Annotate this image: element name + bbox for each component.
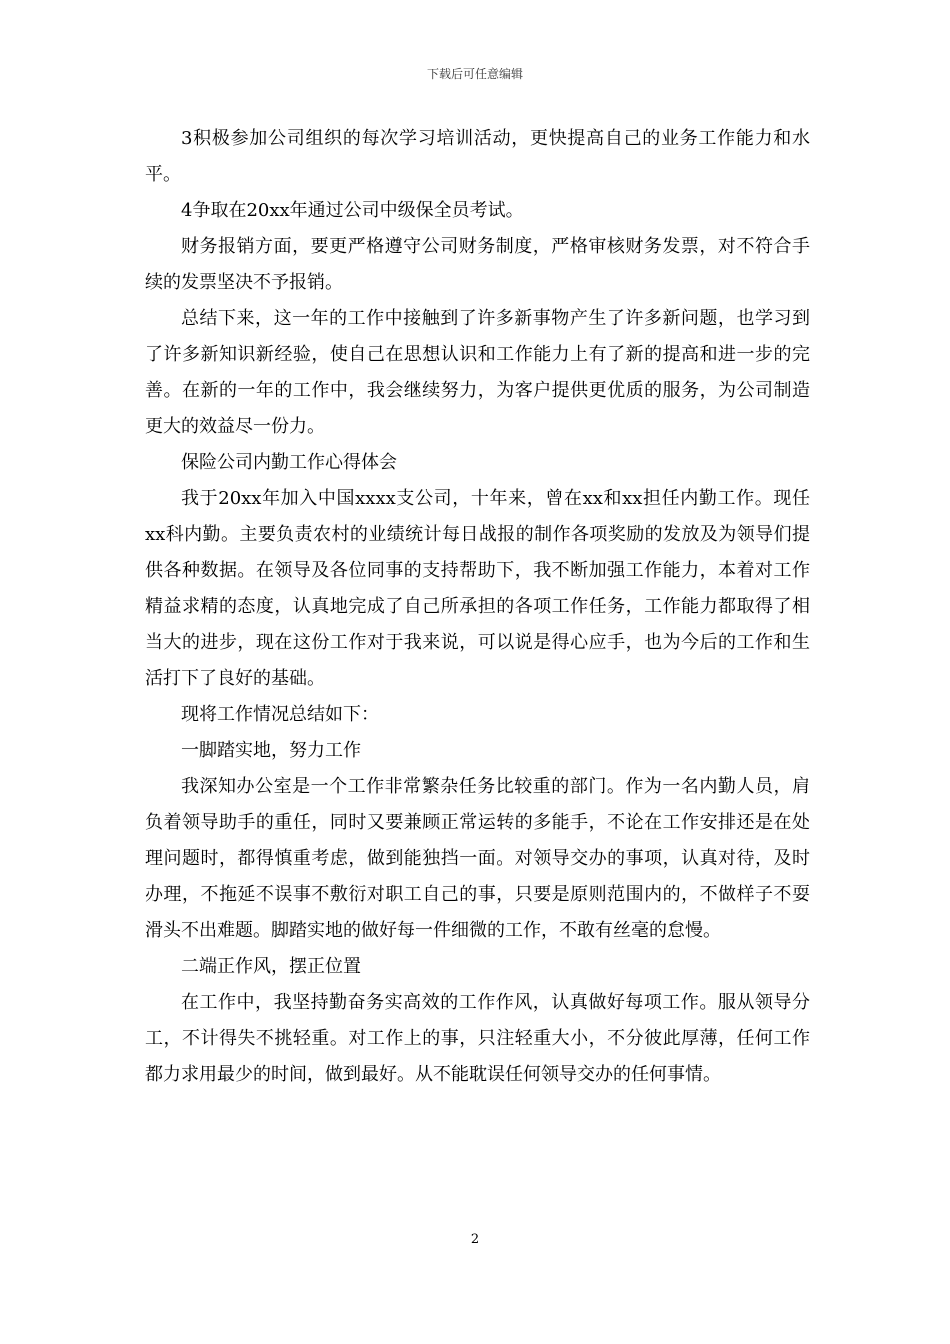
paragraph-introduction: 我于20xx年加入中国xxxx支公司，十年来，曾在xx和xx担任内勤工作。现任xx科内勤。主要负责农村的业绩统计每日战报的制作各项奖励的发放及为领导们提供各种数据。在领导及各位同事的支持帮助下，我不断加强工作能力，本着对工作精益求精的态度，认真地完成了自己所承担的各项工作任务，工作能力都取得了相当大的进步，现在这份工作对于我来说，可以说是得心应手，也为今后的工作和生活打下了良好的基础。 bbox=[145, 488, 810, 689]
paragraph-training: 3积极参加公司组织的每次学习培训活动，更快提高自己的业务工作能力和水平。 bbox=[145, 128, 810, 185]
paragraph-work-style: 在工作中，我坚持勤奋务实高效的工作作风，认真做好每项工作。服从领导分工，不计得失不挑轻重。对工作上的事，只注轻重大小，不分彼此厚薄，任何工作都力求用最少的时间，做到最好。从不能耽误任何领导交办的任何事情。 bbox=[145, 992, 810, 1085]
subheading-two: 二端正作风，摆正位置 bbox=[181, 956, 361, 977]
section-title: 保险公司内勤工作心得体会 bbox=[181, 452, 397, 473]
page-number: 2 bbox=[470, 1232, 480, 1247]
document-body bbox=[145, 121, 810, 1093]
paragraph-summary: 总结下来，这一年的工作中接触到了许多新事物产生了许多新问题，也学习到了许多新知识新经验，使自己在思想认识和工作能力上有了新的提高和进一步的完善。在新的一年的工作中，我会继续努力，为客户提供更优质的服务，为公司制造更大的效益尽一份力。 bbox=[145, 308, 810, 437]
paragraph-office-work: 我深知办公室是一个工作非常繁杂任务比较重的部门。作为一名内勤人员，肩负着领导助手的重任，同时又要兼顾正常运转的多能手，不论在工作安排还是在处理问题时，都得慎重考虑，做到能独挡一面。对领导交办的事项，认真对待，及时办理，不拖延不误事不敷衍对职工自己的事，只要是原则范围内的，不做样子不耍滑头不出难题。脚踏实地的做好每一件细微的工作，不敢有丝毫的怠慢。 bbox=[145, 776, 810, 941]
paragraph-reimbursement: 财务报销方面，要更严格遵守公司财务制度，严格审核财务发票，对不符合手续的发票坚决不予报销。 bbox=[145, 236, 810, 293]
paragraph-exam-goal: 4争取在20xx年通过公司中级保全员考试。 bbox=[181, 200, 524, 221]
subheading-one: 一脚踏实地，努力工作 bbox=[181, 740, 361, 761]
paragraph-summary-lead: 现将工作情况总结如下： bbox=[181, 704, 379, 725]
page-header: 下载后可任意编辑 bbox=[426, 67, 523, 81]
